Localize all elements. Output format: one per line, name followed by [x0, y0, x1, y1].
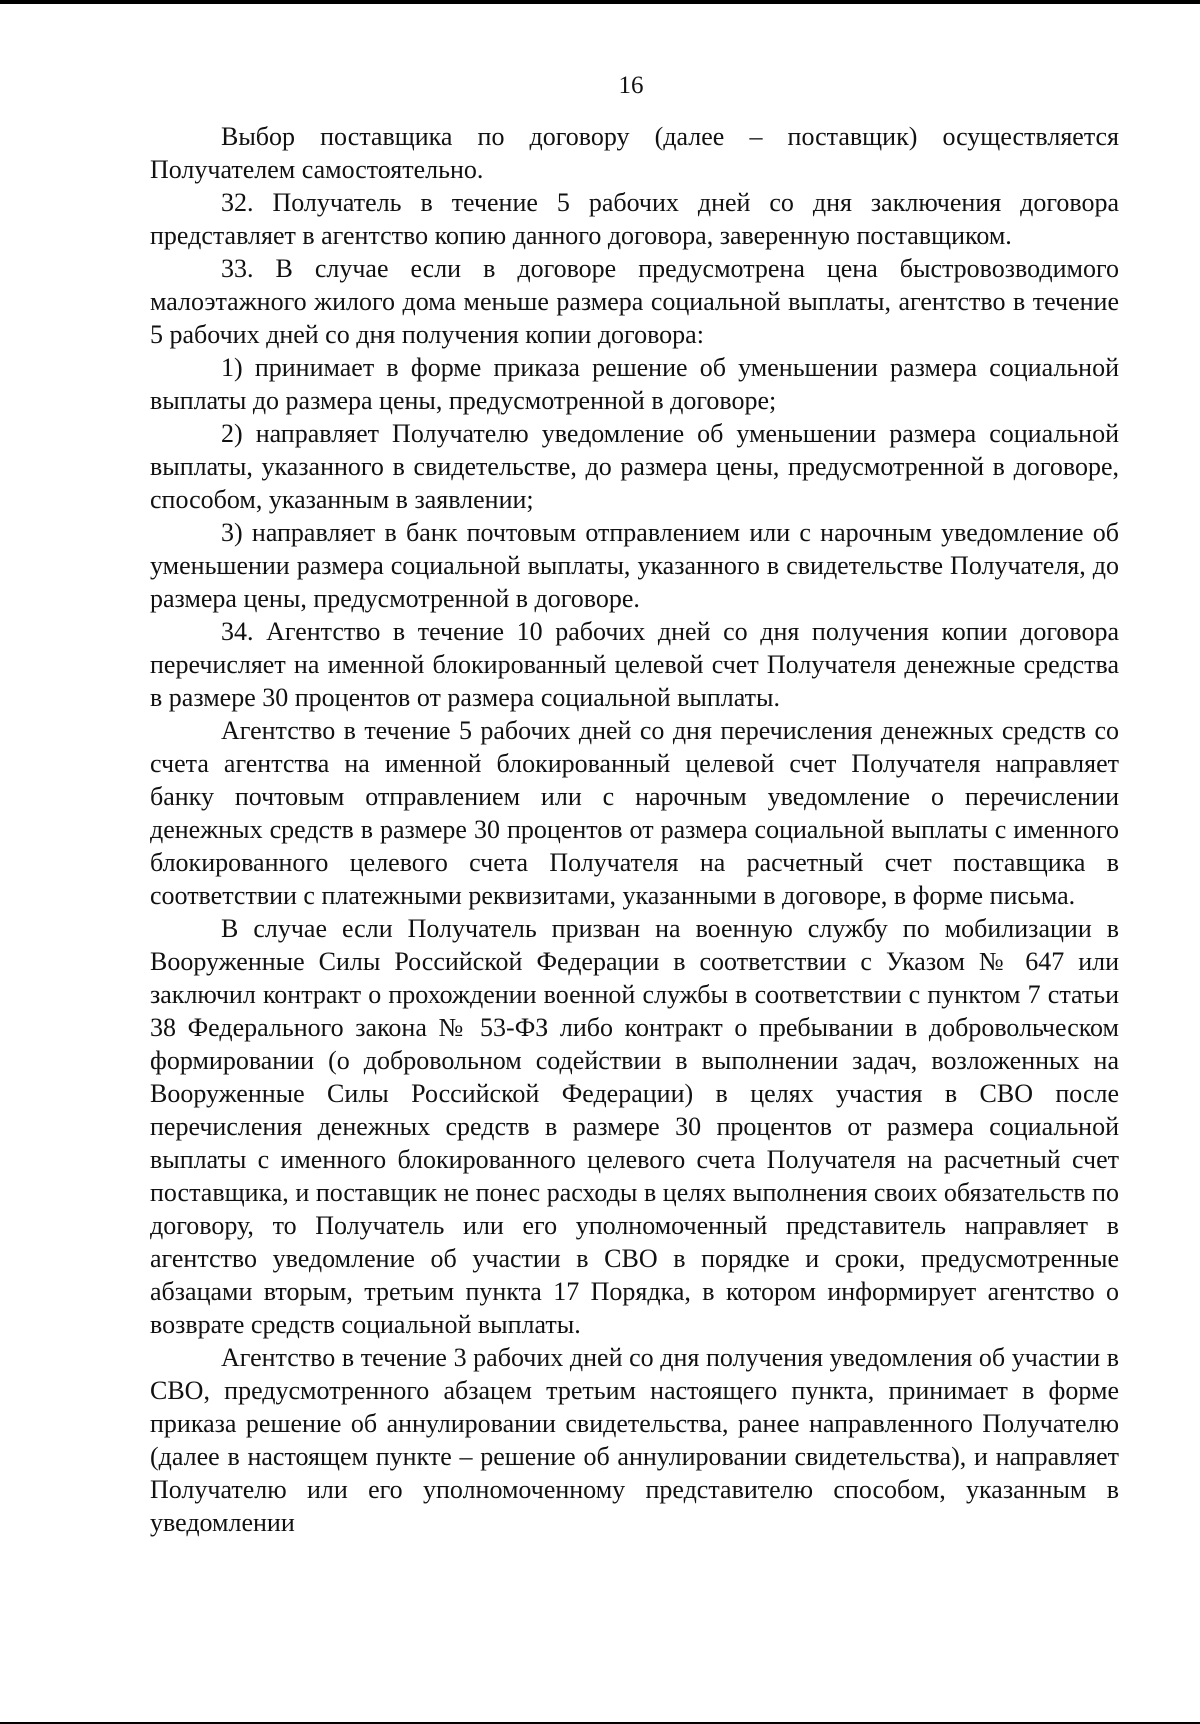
- paragraph-subitem-3: 3) направляет в банк почтовым отправлением или с нарочным уведомление об уменьшении размера социальной выплаты, указанного в свидетельстве Получателя, до размера цены, предусмотренной в договоре.: [150, 518, 1119, 613]
- paragraph-bank-notice: Агентство в течение 5 рабочих дней со дня перечисления денежных средств со счета агентства на именной блокированный целевой счет Получателя направляет банку почтовым отправлением или с нарочным уведомление о перечислении денежных средств в размере 30 процентов от размера социальной выплаты с именного блокированного целевого счета Получателя на расчетный счет поставщика в соответствии с платежными реквизитами, указанными в договоре, в форме письма.: [150, 716, 1119, 910]
- document-body: [150, 120, 1119, 1539]
- paragraph-subitem-2: 2) направляет Получателю уведомление об уменьшении размера социальной выплаты, указанного в свидетельстве, до размера цены, предусмотренной в договоре, способом, указанным в заявлении;: [150, 419, 1119, 514]
- page-number: 16: [618, 72, 644, 99]
- paragraph-supplier-choice: Выбор поставщика по договору (далее – поставщик) осуществляется Получателем самостоятельно.: [150, 122, 1119, 184]
- paragraph-item-34: 34. Агентство в течение 10 рабочих дней со дня получения копии договора перечисляет на именной блокированный целевой счет Получателя денежные средства в размере 30 процентов от размера социальной выплаты.: [150, 617, 1119, 712]
- paragraph-item-33: 33. В случае если в договоре предусмотрена цена быстровозводимого малоэтажного жилого дома меньше размера социальной выплаты, агентство в течение 5 рабочих дней со дня получения копии договора:: [150, 254, 1119, 349]
- paragraph-svo-case: В случае если Получатель призван на военную службу по мобилизации в Вооруженные Силы Российской Федерации в соответствии с Указом № 647 или заключил контракт о прохождении военной службы в соответствии с пунктом 7 статьи 38 Федерального закона № 53-ФЗ либо контракт о пребывании в добровольческом формировании (о добровольном содействии в выполнении задач, возложенных на Вооруженные Силы Российской Федерации) в целях участия в СВО после перечисления денежных средств в размере 30 процентов от размера социальной выплаты с именного блокированного целевого счета Получателя на расчетный счет поставщика, и поставщик не понес расходы в целях выполнения своих обязательств по договору, то Получатель или его уполномоченный представитель направляет в агентство уведомление об участии в СВО в порядке и сроки, предусмотренные абзацами вторым, третьим пункта 17 Порядка, в котором информирует агентство о возврате средств социальной выплаты.: [150, 914, 1119, 1339]
- paragraph-annulment: Агентство в течение 3 рабочих дней со дня получения уведомления об участии в СВО, предусмотренного абзацем третьим настоящего пункта, принимает в форме приказа решение об аннулировании свидетельства, ранее направленного Получателю (далее в настоящем пункте – решение об аннулировании свидетельства), и направляет Получателю или его уполномоченному представителю способом, указанным в уведомлении: [150, 1343, 1119, 1537]
- paragraph-subitem-1: 1) принимает в форме приказа решение об уменьшении размера социальной выплаты до размера цены, предусмотренной в договоре;: [150, 353, 1119, 415]
- paragraph-item-32: 32. Получатель в течение 5 рабочих дней со дня заключения договора представляет в агентство копию данного договора, заверенную поставщиком.: [150, 188, 1119, 250]
- page-top-edge: [0, 0, 1200, 4]
